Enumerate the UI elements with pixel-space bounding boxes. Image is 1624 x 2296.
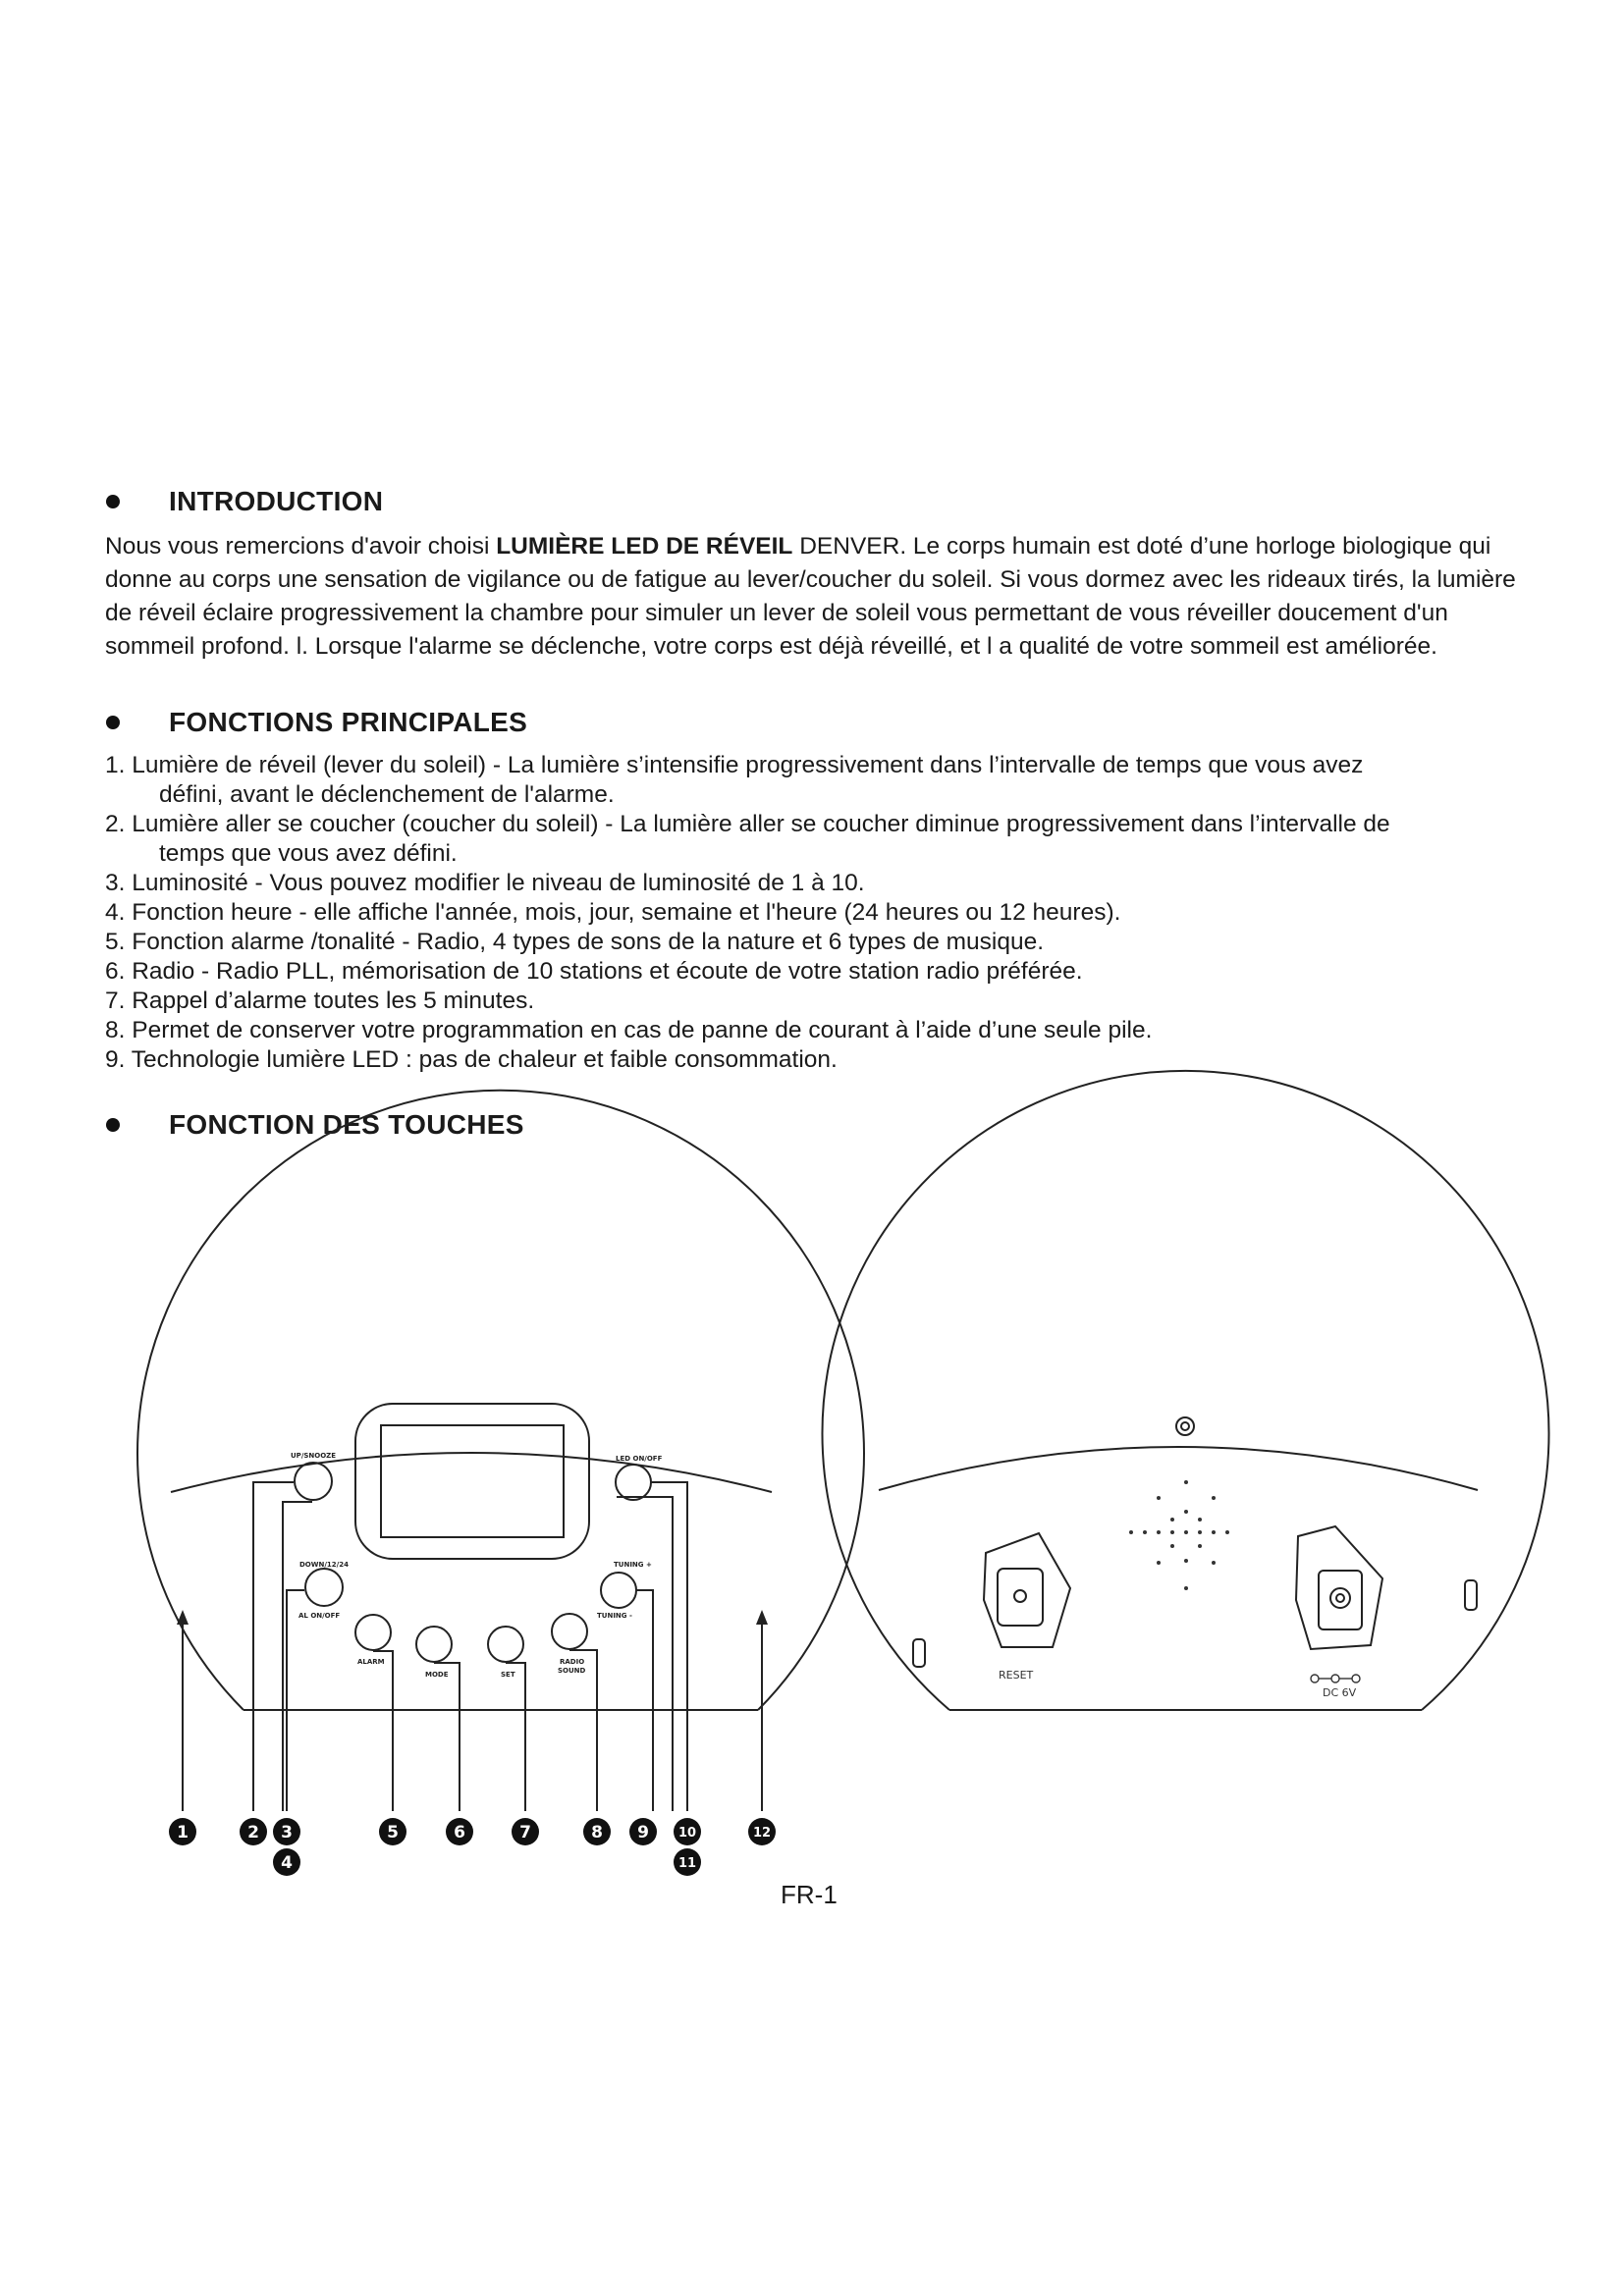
speaker-grille-icon [1129,1480,1229,1590]
callout-2 [240,1818,267,1845]
page-number: FR-1 [781,1880,838,1909]
back-screw-icon [1176,1417,1194,1435]
leader-6 [434,1663,460,1811]
label-reset: RESET [999,1669,1034,1682]
label-set: SET [501,1671,515,1679]
arrow-12-icon [756,1610,768,1625]
callout-9 [629,1818,657,1845]
feature-line: 7. Rappel d’alarme toutes les 5 minutes. [105,988,535,1014]
svg-text:12: 12 [752,1826,772,1841]
feature-line: 5. Fonction alarme /tonalité - Radio, 4 types de sons de la nature et 6 types de musique. [105,929,1045,955]
feature-line: 8. Permet de conserver votre programmation en cas de panne de courant à l’aide d’une seule pile. [105,1017,1153,1043]
button-set[interactable] [488,1627,523,1662]
svg-text:5: 5 [387,1823,399,1842]
svg-text:4: 4 [281,1853,293,1873]
button-radio-sound[interactable] [552,1614,587,1649]
front-dome [137,1091,864,1710]
callout-8 [583,1818,611,1845]
feature-line-cont: défini, avant le déclenchement de l'alarme. [159,781,615,808]
callout-12 [748,1818,776,1845]
svg-text:2: 2 [247,1823,259,1842]
callout-10 [674,1818,701,1845]
svg-text:6: 6 [454,1823,465,1842]
callout-11 [674,1848,701,1876]
button-tuning-minus[interactable] [601,1573,636,1608]
reset-button[interactable] [1014,1590,1026,1602]
button-alarm[interactable] [355,1615,391,1650]
label-al-onoff: AL ON/OFF [298,1612,341,1620]
arrow-1-icon [177,1610,189,1625]
feature-line: 1. Lumière de réveil (lever du soleil) - La lumière s’intensifie progressivement dans l’intervalle de temps que vous avez [105,752,1364,778]
svg-text:9: 9 [637,1823,649,1842]
button-mode[interactable] [416,1627,452,1662]
feature-line: 9. Technologie lumière LED : pas de chaleur et faible consommation. [105,1046,838,1073]
callout-6 [446,1818,473,1845]
back-dome [823,1071,1549,1710]
label-radio: RADIO [560,1658,585,1666]
label-led-onoff: LED ON/OFF [616,1455,663,1463]
leader-7 [506,1663,525,1811]
intro-title: INTRODUCTION [169,486,384,516]
feature-line: 6. Radio - Radio PLL, mémorisation de 10 stations et écoute de votre station radio préférée. [105,958,1083,985]
label-dc-6v: DC 6V [1323,1686,1357,1699]
callout-5 [379,1818,406,1845]
label-down: DOWN/12/24 [299,1561,349,1569]
label-tuning-minus: TUNING - [597,1612,632,1620]
callout-1 [169,1818,196,1845]
label-mode: MODE [425,1671,449,1679]
label-up-snooze: UP/SNOOZE [291,1452,337,1460]
button-al-onoff[interactable] [305,1569,343,1606]
intro-text-before: Nous vous remercions d'avoir choisi [105,533,497,560]
button-led-onoff[interactable] [616,1465,651,1500]
display-screen [381,1425,564,1537]
svg-text:7: 7 [519,1823,531,1842]
leader-5 [373,1651,393,1811]
dc-jack-icon [1330,1588,1350,1608]
leader-11 [617,1497,673,1811]
leader-10 [651,1482,687,1811]
feature-line: 4. Fonction heure - elle affiche l'année, mois, jour, semaine et l'heure (24 heures ou 12 heures). [105,899,1121,926]
feature-line-cont: temps que vous avez défini. [159,840,458,867]
right-side-knob [1465,1580,1477,1610]
back-screw-inner [1181,1422,1189,1430]
back-shade-edge [879,1447,1478,1490]
leader-9 [636,1590,653,1811]
dc-jack-pin [1336,1594,1344,1602]
svg-text:10: 10 [677,1826,697,1841]
callout-7 [512,1818,539,1845]
svg-text:1: 1 [177,1823,189,1842]
reset-housing [998,1569,1043,1626]
intro-product-name: LUMIÈRE LED DE RÉVEIL [496,533,793,560]
svg-text:8: 8 [591,1823,603,1842]
display-frame [355,1404,589,1559]
callout-4 [273,1848,300,1876]
dc-housing [1319,1571,1362,1629]
left-side-knob [913,1639,925,1667]
label-sound: SOUND [558,1667,586,1675]
label-alarm: ALARM [357,1658,385,1666]
intro-text-after: DENVER. Le corps humain est doté d’une horloge biologique qui donne au corps une sensation de vigilance ou de fatigue au lever/coucher du soleil. Si vous dormez avec les rideaux tirés, la lumière de réveil éclaire progressivement la chambre pour simuler un lever de soleil vous permettant de vous réveiller doucement d'un sommeil profond. l. Lorsque l'alarme se déclenche, votre corps est déjà réveillé, et l a qualité de votre sommeil est améliorée. [105,533,1516,660]
callout-3 [273,1818,300,1845]
svg-text:11: 11 [677,1856,697,1871]
polarity-symbol-icon [1311,1675,1360,1682]
leader-4 [287,1590,304,1811]
keys-title: FONCTION DES TOUCHES [169,1109,524,1140]
button-up-snooze[interactable] [295,1463,332,1500]
svg-text:3: 3 [281,1823,293,1842]
feature-line: 2. Lumière aller se coucher (coucher du soleil) - La lumière aller se coucher diminue progressivement dans l’intervalle de [105,811,1390,837]
features-title: FONCTIONS PRINCIPALES [169,707,528,737]
feature-line: 3. Luminosité - Vous pouvez modifier le niveau de luminosité de 1 à 10. [105,870,865,896]
front-shade-edge [171,1453,772,1492]
label-tuning-plus: TUNING + [614,1561,652,1569]
